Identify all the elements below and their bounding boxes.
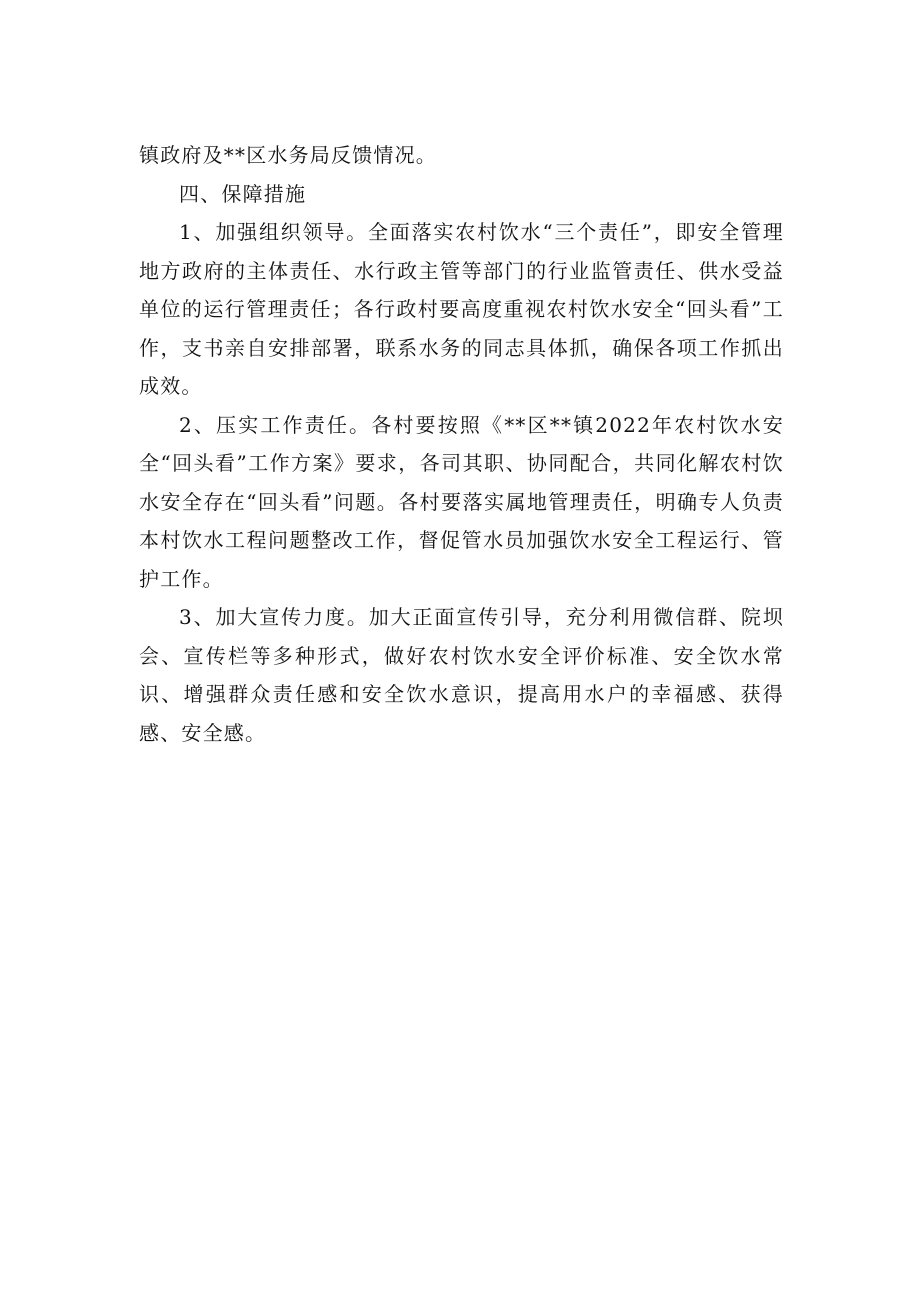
- paragraph-organization-leadership: 1、加强组织领导。全面落实农村饮水“三个责任”，即安全管理地方政府的主体责任、水行政主管等部门的行业监管责任、供水受益单位的运行管理责任；各行政村要高度重视农村饮水安全“回头看”工作，支书亲自安排部署，联系水务的同志具体抓，确保各项工作抓出成效。: [139, 220, 784, 398]
- document-body: [139, 136, 784, 752]
- paragraph-continuation: 镇政府及**区水务局反馈情况。: [139, 143, 437, 167]
- section-heading: 四、保障措施: [179, 181, 307, 206]
- paragraph-publicity: 3、加大宣传力度。加大正面宣传引导，充分利用微信群、院坝会、宣传栏等多种形式，做好农村饮水安全评价标准、安全饮水常识、增强群众责任感和安全饮水意识，提高用水户的幸福感、获得感、安全感。: [139, 605, 784, 745]
- paragraph-work-responsibility: 2、压实工作责任。各村要按照《**区**镇2022年农村饮水安全“回头看”工作方案》要求，各司其职、协同配合，共同化解农村饮水安全存在“回头看”问题。各村要落实属地管理责任，明确专人负责本村饮水工程问题整改工作，督促管水员加强饮水安全工程运行、管护工作。: [139, 412, 784, 591]
